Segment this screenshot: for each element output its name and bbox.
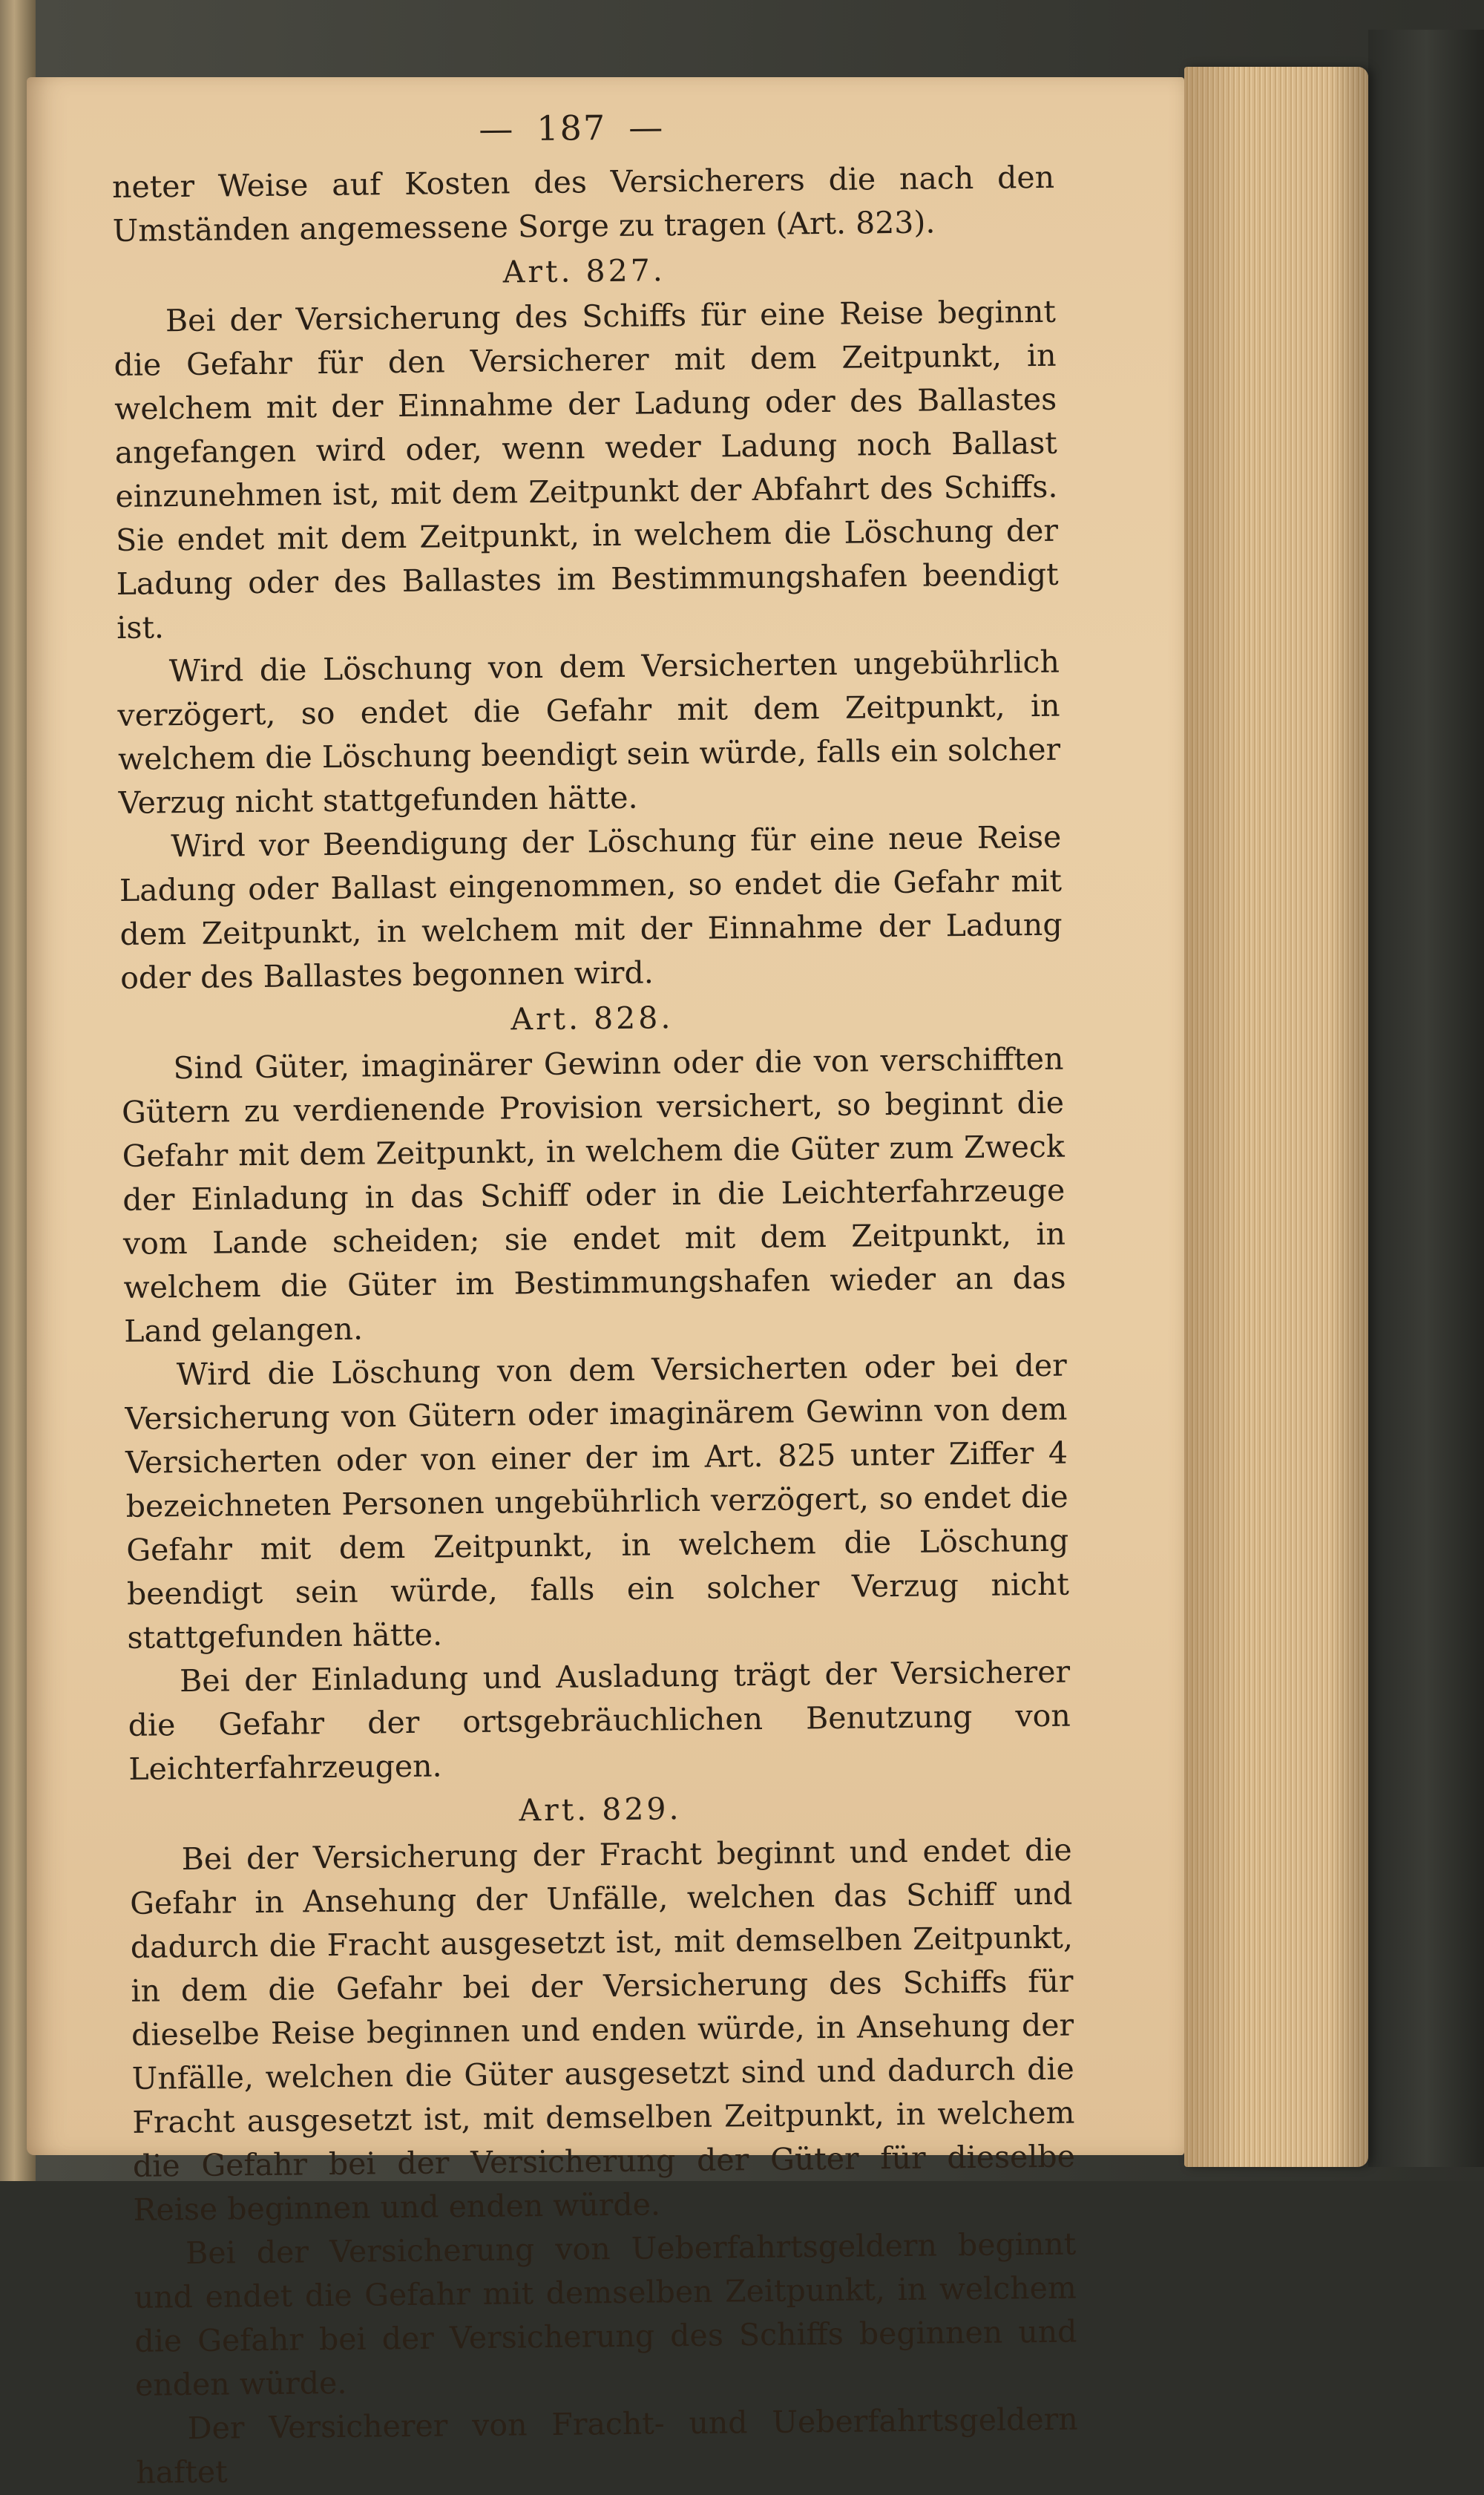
page-header [89,102,1054,156]
page-number: 187 [536,108,607,148]
article-heading-829: Art. 829. [519,1791,682,1829]
paragraph: Wird die Löschung von dem Versicherten oder bei der Versicherung von Gütern oder imaginärem Gewinn von dem Versicherten oder von einer der im Art. 825 unter Ziffer 4 bezeichneten Personen ungebührlich verzögert, so endet die Gefahr mit dem Zeitpunkt, in welchem die Löschung beendigt sein würde, falls ein solcher Verzug nicht stattgefunden hätte. [125,1347,1070,1656]
paragraph: Sind Güter, imaginärer Gewinn oder die von verschifften Gütern zu verdienende Provision versichert, so beginnt die Gefahr mit dem Zeitpunkt, in welchem die Güter zum Zweck der Einladung in das Schiff oder in die Leichterfahrzeuge vom Lande scheiden; sie endet mit dem Zeitpunkt, in welchem die Güter im Bestimmungshafen wieder an das Land gelangen. [121,1040,1066,1349]
page-stack-edge [1184,67,1368,2167]
header-dash-right: — [628,107,665,148]
article-heading-827: Art. 827. [502,252,666,290]
paragraph: Der Versicherer von Fracht- und Ueberfahrtsgeldern haftet [136,2401,1078,2491]
paragraph: Wird vor Beendigung der Löschung für eine neue Reise Ladung oder Ballast eingenommen, so endet die Gefahr mit dem Zeitpunkt, in welchem mit der Einnahme der Ladung oder des Ballastes begonnen wird. [119,819,1063,996]
paragraph: Wird die Löschung von dem Versicherten ungebührlich verzögert, so endet die Gefahr mit dem Zeitpunkt, in welchem die Löschung beendigt sein würde, falls ein solcher Verzug nicht stattgefunden hätte. [117,643,1061,821]
intro-paragraph: neter Weise auf Kosten des Versicherers die nach den Umständen angemessene Sorge zu tragen (Art. 823). [111,159,1055,249]
article-heading-828: Art. 828. [510,1000,674,1037]
paragraph: Bei der Versicherung der Fracht beginnt und endet die Gefahr in Ansehung der Unfälle, welchen das Schiff und dadurch die Fracht ausgesetzt ist, mit demselben Zeitpunkt, in dem die Gefahr bei der Versicherung des Schiffs für dieselbe Reise beginnen und enden würde, in Ansehung der Unfälle, welchen die Güter ausgesetzt sind und dadurch die Fracht ausgesetzt ist, mit demselben Zeitpunkt, in welchem die Gefahr bei der Versicherung der Güter für dieselbe Reise beginnen und enden würde. [130,1832,1076,2228]
paragraph: Bei der Versicherung des Schiffs für eine Reise beginnt die Gefahr für den Versicherer mit dem Zeitpunkt, in welchem mit der Einnahme der Ladung oder des Ballastes angefangen wird oder, wenn weder Ladung noch Ballast einzunehmen ist, mit dem Zeitpunkt der Abfahrt des Schiffs. Sie endet mit dem Zeitpunkt, in welchem die Löschung der Ladung oder des Ballastes im Bestimmungshafen beendigt ist. [114,293,1059,646]
book-cover-edge [1368,30,1484,2167]
page-text [111,102,1079,2495]
paragraph: Bei der Versicherung von Ueberfahrtsgeldern beginnt und endet die Gefahr mit demselben Zeitpunkt, in welchem die Gefahr bei der Versicherung des Schiffs beginnen und enden würde. [134,2226,1077,2403]
paragraph: Bei der Einladung und Ausladung trägt der Versicherer die Gefahr der ortsgebräuchlichen Benutzung von Leichterfahrzeugen. [128,1653,1071,1787]
header-dash-left: — [479,108,515,149]
